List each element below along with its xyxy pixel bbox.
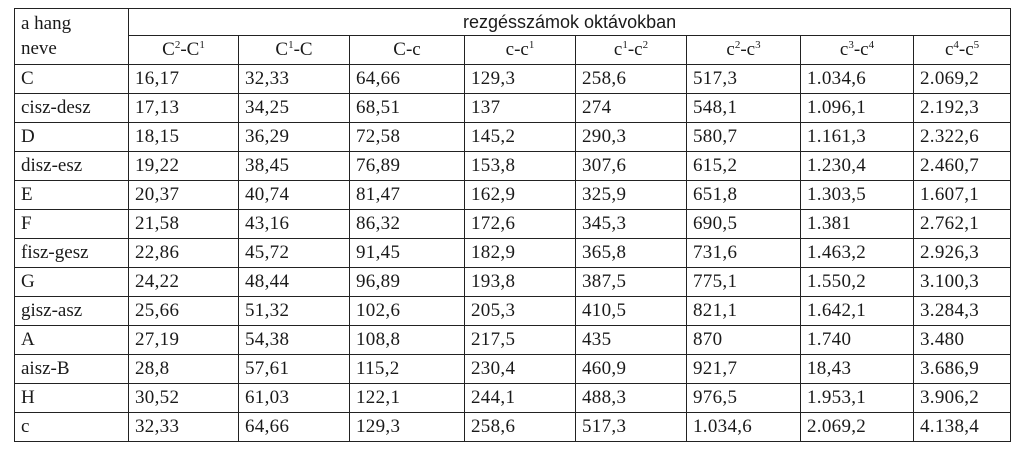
table-row <box>15 326 1011 355</box>
note-name-cell: cisz-desz <box>15 94 129 123</box>
frequency-cell: 2.460,7 <box>914 152 1011 181</box>
frequency-cell: 22,86 <box>129 239 239 268</box>
table-row <box>15 123 1011 152</box>
frequency-cell: 137 <box>465 94 576 123</box>
frequency-cell: 182,9 <box>465 239 576 268</box>
octave-header-row <box>15 36 1011 65</box>
frequency-cell: 96,89 <box>350 268 465 297</box>
frequency-cell: 580,7 <box>687 123 801 152</box>
octave-header-sup1: 1 <box>622 39 628 51</box>
frequency-cell: 460,9 <box>576 355 687 384</box>
note-name-cell: D <box>15 123 129 152</box>
table-row <box>15 65 1011 94</box>
octave-header-5 <box>576 36 687 65</box>
frequency-cell: 410,5 <box>576 297 687 326</box>
frequency-cell: 43,16 <box>239 210 350 239</box>
frequency-cell: 488,3 <box>576 384 687 413</box>
frequency-cell: 3.906,2 <box>914 384 1011 413</box>
octave-header-sup2: 5 <box>973 39 980 51</box>
octave-header-sup1: 2 <box>734 39 741 51</box>
octave-header-mid: -C <box>293 39 313 60</box>
octave-header-mid: -c <box>740 39 756 60</box>
note-name-cell: H <box>15 384 129 413</box>
frequency-cell: 548,1 <box>687 94 801 123</box>
note-name-header-line2: neve <box>21 38 57 59</box>
note-name-header-line1: a hang <box>21 13 72 34</box>
frequency-cell: 345,3 <box>576 210 687 239</box>
octave-header-sup1: 1 <box>288 39 294 51</box>
frequency-cell: 61,03 <box>239 384 350 413</box>
frequency-cell: 25,66 <box>129 297 239 326</box>
octave-header-base: c <box>944 39 954 60</box>
frequency-cell: 1.953,1 <box>801 384 914 413</box>
frequency-cell: 365,8 <box>576 239 687 268</box>
frequency-cell: 3.284,3 <box>914 297 1011 326</box>
frequency-cell: 102,6 <box>350 297 465 326</box>
frequency-group-header: rezgésszámok oktávokban <box>129 9 1011 36</box>
table-row <box>15 181 1011 210</box>
table-row <box>15 268 1011 297</box>
octave-header-base: C-c <box>393 39 421 60</box>
frequency-cell: 36,29 <box>239 123 350 152</box>
frequency-cell: 34,25 <box>239 94 350 123</box>
octave-header-base: c-c <box>505 39 529 60</box>
frequency-cell: 17,13 <box>129 94 239 123</box>
frequency-cell: 775,1 <box>687 268 801 297</box>
octave-header-mid: -c <box>853 39 869 60</box>
table-row <box>15 94 1011 123</box>
frequency-cell: 651,8 <box>687 181 801 210</box>
frequency-cell: 1.034,6 <box>687 413 801 442</box>
table-row <box>15 384 1011 413</box>
frequency-cell: 45,72 <box>239 239 350 268</box>
frequency-cell: 108,8 <box>350 326 465 355</box>
frequency-cell: 435 <box>576 326 687 355</box>
octave-header-base: c <box>613 39 623 60</box>
frequency-cell: 517,3 <box>576 413 687 442</box>
frequency-cell: 91,45 <box>350 239 465 268</box>
octave-header-sup1: 2 <box>174 39 181 51</box>
frequency-cell: 3.480 <box>914 326 1011 355</box>
frequency-cell: 18,43 <box>801 355 914 384</box>
note-name-cell: F <box>15 210 129 239</box>
frequency-cell: 244,1 <box>465 384 576 413</box>
octave-header-3 <box>350 36 465 65</box>
frequency-cell: 976,5 <box>687 384 801 413</box>
frequency-cell: 28,8 <box>129 355 239 384</box>
frequency-cell: 2.192,3 <box>914 94 1011 123</box>
octave-header-sup2: 3 <box>755 39 761 51</box>
frequency-table-container <box>14 8 1010 442</box>
octave-header-4 <box>465 36 576 65</box>
frequency-cell: 205,3 <box>465 297 576 326</box>
frequency-cell: 1.303,5 <box>801 181 914 210</box>
frequency-cell: 86,32 <box>350 210 465 239</box>
frequency-cell: 1.381 <box>801 210 914 239</box>
table-row <box>15 239 1011 268</box>
frequency-cell: 129,3 <box>350 413 465 442</box>
frequency-cell: 32,33 <box>239 65 350 94</box>
table-row <box>15 413 1011 442</box>
frequency-table <box>14 8 1011 442</box>
frequency-cell: 290,3 <box>576 123 687 152</box>
frequency-cell: 40,74 <box>239 181 350 210</box>
frequency-cell: 1.230,4 <box>801 152 914 181</box>
frequency-cell: 153,8 <box>465 152 576 181</box>
octave-header-base: c <box>839 39 849 60</box>
frequency-cell: 387,5 <box>576 268 687 297</box>
frequency-cell: 258,6 <box>576 65 687 94</box>
frequency-cell: 129,3 <box>465 65 576 94</box>
frequency-cell: 1.550,2 <box>801 268 914 297</box>
frequency-cell: 307,6 <box>576 152 687 181</box>
frequency-cell: 1.161,3 <box>801 123 914 152</box>
octave-header-sup2: 1 <box>199 39 205 51</box>
frequency-cell: 258,6 <box>465 413 576 442</box>
frequency-cell: 162,9 <box>465 181 576 210</box>
note-name-cell: C <box>15 65 129 94</box>
frequency-cell: 24,22 <box>129 268 239 297</box>
octave-header-sup1: 3 <box>848 39 854 51</box>
octave-header-1 <box>129 36 239 65</box>
octave-header-2 <box>239 36 350 65</box>
frequency-cell: 4.138,4 <box>914 413 1011 442</box>
frequency-cell: 51,32 <box>239 297 350 326</box>
frequency-cell: 1.096,1 <box>801 94 914 123</box>
frequency-cell: 1.463,2 <box>801 239 914 268</box>
frequency-cell: 48,44 <box>239 268 350 297</box>
frequency-cell: 20,37 <box>129 181 239 210</box>
note-name-cell: fisz-gesz <box>15 239 129 268</box>
frequency-cell: 115,2 <box>350 355 465 384</box>
frequency-cell: 517,3 <box>687 65 801 94</box>
frequency-cell: 64,66 <box>239 413 350 442</box>
frequency-cell: 38,45 <box>239 152 350 181</box>
header-row-top <box>15 9 1011 36</box>
frequency-cell: 615,2 <box>687 152 801 181</box>
frequency-cell: 2.762,1 <box>914 210 1011 239</box>
frequency-cell: 193,8 <box>465 268 576 297</box>
frequency-cell: 325,9 <box>576 181 687 210</box>
octave-header-base: c <box>726 39 735 60</box>
frequency-cell: 821,1 <box>687 297 801 326</box>
note-name-cell: c <box>15 413 129 442</box>
frequency-cell: 690,5 <box>687 210 801 239</box>
table-row <box>15 210 1011 239</box>
frequency-cell: 122,1 <box>350 384 465 413</box>
frequency-cell: 32,33 <box>129 413 239 442</box>
note-name-cell: gisz-asz <box>15 297 129 326</box>
note-name-cell: E <box>15 181 129 210</box>
frequency-cell: 2.926,3 <box>914 239 1011 268</box>
frequency-cell: 16,17 <box>129 65 239 94</box>
octave-header-base: C <box>275 39 289 60</box>
octave-header-sup2: 1 <box>528 39 535 51</box>
note-name-cell: G <box>15 268 129 297</box>
frequency-cell: 2.322,6 <box>914 123 1011 152</box>
frequency-cell: 3.686,9 <box>914 355 1011 384</box>
frequency-cell: 21,58 <box>129 210 239 239</box>
table-row <box>15 152 1011 181</box>
frequency-cell: 76,89 <box>350 152 465 181</box>
frequency-cell: 3.100,3 <box>914 268 1011 297</box>
octave-header-6 <box>687 36 801 65</box>
frequency-cell: 2.069,2 <box>914 65 1011 94</box>
octave-header-7 <box>801 36 914 65</box>
frequency-cell: 64,66 <box>350 65 465 94</box>
frequency-cell: 1.034,6 <box>801 65 914 94</box>
frequency-cell: 72,58 <box>350 123 465 152</box>
octave-header-mid: -C <box>180 39 200 60</box>
frequency-cell: 274 <box>576 94 687 123</box>
table-body <box>15 65 1011 442</box>
frequency-cell: 172,6 <box>465 210 576 239</box>
frequency-cell: 18,15 <box>129 123 239 152</box>
note-name-cell: A <box>15 326 129 355</box>
frequency-cell: 1.642,1 <box>801 297 914 326</box>
octave-header-sup2: 2 <box>642 39 649 51</box>
note-name-cell: disz-esz <box>15 152 129 181</box>
octave-header-8 <box>914 36 1011 65</box>
frequency-cell: 145,2 <box>465 123 576 152</box>
frequency-cell: 54,38 <box>239 326 350 355</box>
frequency-cell: 81,47 <box>350 181 465 210</box>
note-name-header <box>15 9 129 65</box>
frequency-cell: 217,5 <box>465 326 576 355</box>
frequency-cell: 230,4 <box>465 355 576 384</box>
frequency-cell: 870 <box>687 326 801 355</box>
frequency-cell: 1.607,1 <box>914 181 1011 210</box>
frequency-cell: 731,6 <box>687 239 801 268</box>
table-row <box>15 355 1011 384</box>
table-row <box>15 297 1011 326</box>
frequency-cell: 30,52 <box>129 384 239 413</box>
frequency-cell: 19,22 <box>129 152 239 181</box>
octave-header-sup1: 4 <box>953 39 959 51</box>
frequency-cell: 57,61 <box>239 355 350 384</box>
frequency-cell: 27,19 <box>129 326 239 355</box>
frequency-cell: 921,7 <box>687 355 801 384</box>
octave-header-mid: -c <box>958 39 974 60</box>
frequency-cell: 2.069,2 <box>801 413 914 442</box>
octave-header-sup2: 4 <box>868 39 875 51</box>
frequency-cell: 1.740 <box>801 326 914 355</box>
octave-header-mid: -c <box>627 39 643 60</box>
note-name-cell: aisz-B <box>15 355 129 384</box>
frequency-cell: 68,51 <box>350 94 465 123</box>
octave-header-base: C <box>162 39 175 60</box>
